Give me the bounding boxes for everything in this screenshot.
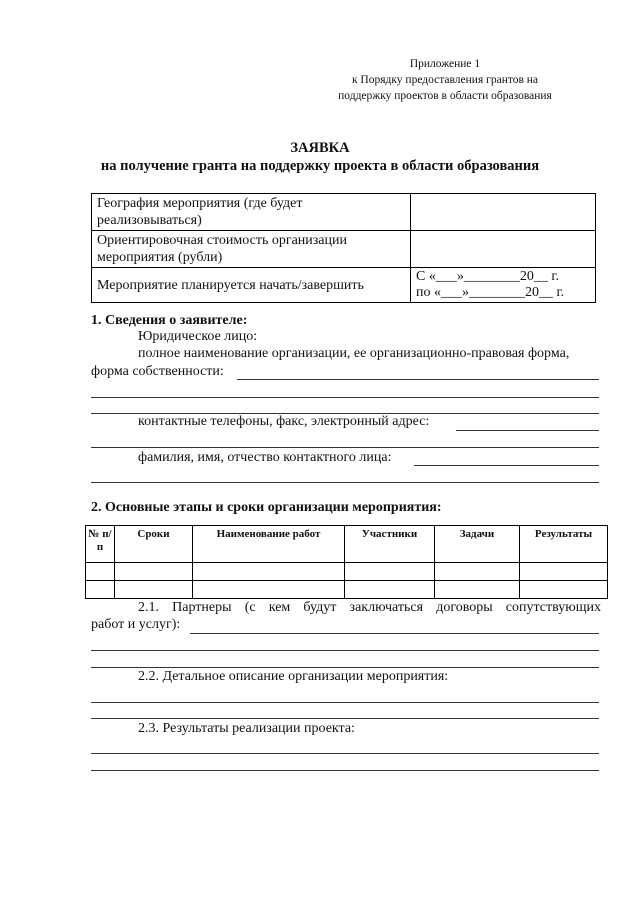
appendix-header: [300, 56, 590, 104]
org-name-input-line[interactable]: [237, 379, 599, 380]
legal-entity-label: Юридическое лицо:: [138, 329, 258, 344]
description-label: 2.2. Детальное описание организации мероприятия:: [138, 669, 449, 684]
appendix-line-3: поддержку проектов в области образования: [338, 90, 552, 102]
results-input-line[interactable]: [91, 753, 599, 754]
contact-person-input-line-2[interactable]: [91, 482, 599, 483]
col-header-work-name: Наименование работ: [193, 526, 345, 563]
description-input-line[interactable]: [91, 702, 599, 703]
partners-input-line-2[interactable]: [91, 650, 599, 651]
table-cell[interactable]: [115, 563, 193, 581]
col-header-number: № п/п: [86, 526, 115, 563]
section1-heading: 1. Сведения о заявителе:: [91, 313, 248, 328]
dates-value-cell[interactable]: [411, 268, 596, 303]
contacts-label: контактные телефоны, факс, электронный адрес:: [138, 414, 430, 429]
col-header-terms: Сроки: [115, 526, 193, 563]
info-table: [91, 193, 596, 303]
table-cell[interactable]: [345, 563, 435, 581]
contact-person-label: фамилия, имя, отчество контактного лица:: [138, 450, 392, 465]
table-row: [86, 563, 608, 581]
geography-label: География мероприятия (где будет реализовываться): [92, 194, 411, 231]
cost-value-cell[interactable]: [411, 231, 596, 268]
end-date: по «___»________20__ г.: [416, 285, 565, 300]
section2-heading: 2. Основные этапы и сроки организации мероприятия:: [91, 500, 442, 515]
results-label: 2.3. Результаты реализации проекта:: [138, 721, 355, 736]
contacts-input-line[interactable]: [456, 430, 599, 431]
table-cell[interactable]: [86, 581, 115, 599]
stages-table: [85, 525, 608, 599]
partners-label-line2: работ и услуг):: [91, 617, 181, 632]
table-cell[interactable]: [520, 563, 608, 581]
table-cell[interactable]: [193, 563, 345, 581]
results-input-line-2[interactable]: [91, 770, 599, 771]
contacts-input-line-2[interactable]: [91, 447, 599, 448]
col-header-tasks: Задачи: [435, 526, 520, 563]
dates-label: Мероприятие планируется начать/завершить: [92, 268, 411, 303]
org-name-label-line1: полное наименование организации, ее организационно-правовая форма,: [138, 346, 570, 361]
col-header-results: Результаты: [520, 526, 608, 563]
document-subtitle: на получение гранта на поддержку проекта в области образования: [100, 158, 540, 174]
description-input-line-2[interactable]: [91, 718, 599, 719]
table-row: [86, 581, 608, 599]
table-cell[interactable]: [520, 581, 608, 599]
contact-person-input-line[interactable]: [414, 465, 599, 466]
cost-label: Ориентировочная стоимость организации мероприятия (рубли): [92, 231, 411, 268]
appendix-line-2: к Порядку предоставления грантов на: [351, 74, 539, 86]
document-title: ЗАЯВКА: [290, 140, 350, 156]
appendix-line-1: Приложение 1: [409, 58, 481, 70]
org-name-label-line2: форма собственности:: [91, 364, 224, 379]
start-date: С «___»________20__ г.: [416, 269, 560, 284]
table-cell[interactable]: [115, 581, 193, 599]
table-cell[interactable]: [435, 581, 520, 599]
table-cell[interactable]: [345, 581, 435, 599]
partners-input-line-3[interactable]: [91, 667, 599, 668]
partners-label-line1: 2.1. Партнеры (с кем будут заключаться договоры сопутствующих: [138, 600, 601, 615]
table-cell[interactable]: [86, 563, 115, 581]
geography-value-cell[interactable]: [411, 194, 596, 231]
table-cell[interactable]: [193, 581, 345, 599]
partners-input-line[interactable]: [190, 633, 599, 634]
col-header-participants: Участники: [345, 526, 435, 563]
table-cell[interactable]: [435, 563, 520, 581]
org-name-input-line-2[interactable]: [91, 397, 599, 398]
